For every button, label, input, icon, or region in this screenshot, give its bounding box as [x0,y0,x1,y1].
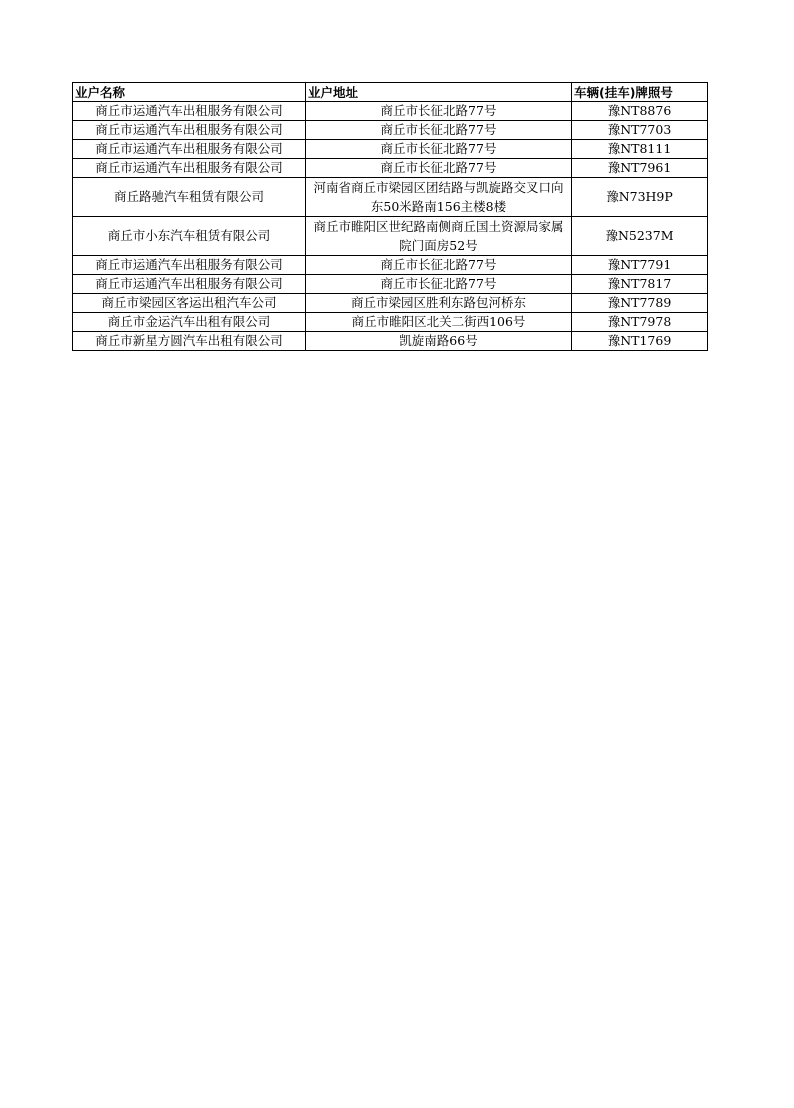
table-row [73,313,708,332]
cell-business-name: 商丘路驰汽车租赁有限公司 [73,178,306,217]
cell-business-name: 商丘市新星方圆汽车出租有限公司 [73,332,306,351]
cell-business-name: 商丘市金运汽车出租有限公司 [73,313,306,332]
cell-business-address: 商丘市睢阳区世纪路南侧商丘国土资源局家属院门面房52号 [306,217,572,256]
cell-business-name: 商丘市梁园区客运出租汽车公司 [73,294,306,313]
cell-business-address: 商丘市长征北路77号 [306,121,572,140]
table-row [73,159,708,178]
header-plate-number: 车辆(挂车)牌照号 [572,83,708,102]
table-row [73,294,708,313]
cell-business-address: 商丘市长征北路77号 [306,256,572,275]
cell-plate-number: 豫N73H9P [572,178,708,217]
cell-plate-number: 豫NT7961 [572,159,708,178]
cell-plate-number: 豫NT7703 [572,121,708,140]
table-row [73,178,708,217]
table-row [73,140,708,159]
cell-business-name: 商丘市运通汽车出租服务有限公司 [73,121,306,140]
cell-business-name: 商丘市运通汽车出租服务有限公司 [73,159,306,178]
header-row [73,83,708,102]
cell-plate-number: 豫N5237M [572,217,708,256]
cell-business-name: 商丘市运通汽车出租服务有限公司 [73,256,306,275]
cell-business-name: 商丘市运通汽车出租服务有限公司 [73,275,306,294]
table-row [73,217,708,256]
cell-business-name: 商丘市小东汽车租赁有限公司 [73,217,306,256]
table-row [73,332,708,351]
cell-business-address: 商丘市长征北路77号 [306,102,572,121]
vehicle-registry-sheet [72,82,708,351]
cell-plate-number: 豫NT7978 [572,313,708,332]
cell-business-address: 商丘市长征北路77号 [306,275,572,294]
cell-business-name: 商丘市运通汽车出租服务有限公司 [73,140,306,159]
table-row [73,275,708,294]
table-row [73,256,708,275]
cell-business-address: 商丘市长征北路77号 [306,140,572,159]
cell-business-name: 商丘市运通汽车出租服务有限公司 [73,102,306,121]
header-business-name: 业户名称 [73,83,306,102]
table-row [73,102,708,121]
cell-business-address: 商丘市睢阳区北关二街西106号 [306,313,572,332]
cell-business-address: 凯旋南路66号 [306,332,572,351]
cell-plate-number: 豫NT7791 [572,256,708,275]
cell-plate-number: 豫NT8111 [572,140,708,159]
table-row [73,121,708,140]
cell-business-address: 河南省商丘市梁园区团结路与凯旋路交叉口向东50米路南156主楼8楼 [306,178,572,217]
cell-business-address: 商丘市梁园区胜利东路包河桥东 [306,294,572,313]
cell-plate-number: 豫NT7817 [572,275,708,294]
cell-business-address: 商丘市长征北路77号 [306,159,572,178]
cell-plate-number: 豫NT7789 [572,294,708,313]
cell-plate-number: 豫NT8876 [572,102,708,121]
cell-plate-number: 豫NT1769 [572,332,708,351]
vehicle-registry-table [72,82,708,351]
header-business-address: 业户地址 [306,83,572,102]
